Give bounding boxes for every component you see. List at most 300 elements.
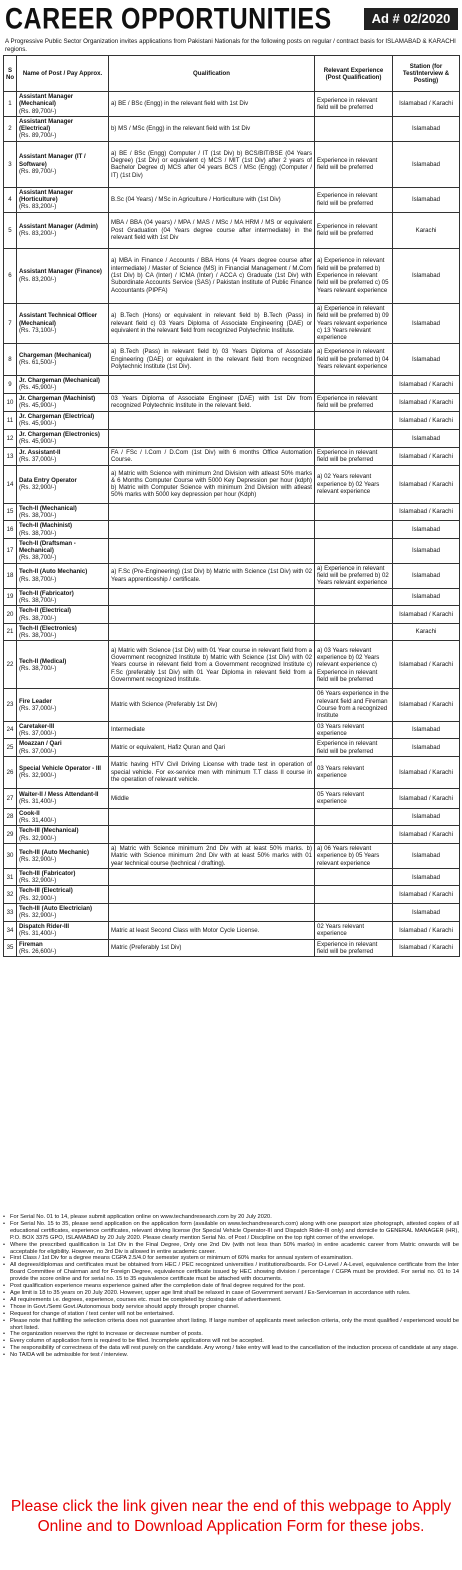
note-text: Age limit is 18 to 35 years on 20 July 2020. However, upper age limit shall be relaxed in case of Government servant / Ex-Serviceman in accordance with rules.: [10, 1289, 411, 1296]
row-qualification: [109, 606, 315, 624]
row-station: Islamabad: [393, 904, 460, 922]
post-pay: (Rs. 32,900/-): [19, 772, 57, 780]
row-post: [17, 739, 109, 757]
note-item: [3, 1345, 459, 1352]
note-item: [3, 1311, 459, 1318]
row-sno: 17: [4, 538, 17, 563]
row-experience: Experience in relevant field will be preferred: [315, 939, 393, 957]
row-qualification: a) B.Tech (Hons) or equivalent in relevant field b) B.Tech (Pass) in relevant field c) 03 Years Diploma of Associate Engineering (DAE) or equivalent in the relevant field from recognized Polytechnic Institute.: [109, 303, 315, 343]
table-row: [4, 212, 460, 248]
post-pay: (Rs. 38,700/-): [19, 664, 57, 672]
table-row: [4, 92, 460, 117]
col-qualification: Qualification: [109, 56, 315, 92]
row-experience: 05 Years relevant experience: [315, 788, 393, 808]
row-post: [17, 303, 109, 343]
row-post: [17, 756, 109, 788]
row-qualification: b) MS / MSc (Engg) in the relevant field with 1st Div: [109, 116, 315, 141]
table-row: [4, 141, 460, 187]
post-pay: (Rs. 26,600/-): [19, 947, 57, 955]
post-name: Waiter-II / Mess Attendant-II: [19, 791, 99, 798]
post-name: Tech-II (Auto Mechanic): [19, 568, 88, 576]
table-row: [4, 248, 460, 303]
bullet-icon: •: [3, 1262, 5, 1269]
row-experience: Experience in relevant field will be preferred: [315, 187, 393, 212]
row-post: [17, 248, 109, 303]
row-sno: 29: [4, 826, 17, 844]
row-qualification: [109, 429, 315, 447]
post-name: Assistant Manager (Horticulture): [19, 188, 74, 204]
row-experience: [315, 411, 393, 429]
row-station: Islamabad: [393, 248, 460, 303]
row-qualification: B.Sc (04 Years) / MSc in Agriculture / Horticulture with (1st Div): [109, 187, 315, 212]
post-name: Tech-III (Auto Electrician): [19, 905, 93, 913]
row-station: Islamabad: [393, 187, 460, 212]
post-name: Assistant Manager (Electrical): [19, 117, 74, 133]
note-text: For Serial No. 15 to 35, please send application on the application form (available on www.techandresearch.com) along with one passport size photograph, attested copies of all educational certificates, experience certificates, relevant driving license (for Special Vehicle Operator-III and Dispatch Rider-III only) and domicile to GENERAL MANAGER (HR), P.O. BOX 3375 GPO, ISLAMABAD by 20 July 2020. Please clearly mention Serial No. of Post / Discipline on the top right corner of the envelope.: [10, 1220, 459, 1241]
post-name: Dispatch Rider-III: [19, 922, 70, 930]
row-experience: 03 Years relevant experience: [315, 756, 393, 788]
table-row: [4, 538, 460, 563]
post-name: Assistant Technical Officer (Mechanical): [19, 312, 98, 327]
row-station: Islamabad / Karachi: [393, 886, 460, 904]
row-qualification: Matric having HTV Civil Driving License with trade test in operation of special vehicle. For ex-service men with minimum T.T class II course in the operation of relevant vehicle.: [109, 756, 315, 788]
post-name: Cook-II: [19, 809, 40, 817]
post-name: Tech-III (Auto Mechanic): [19, 848, 89, 856]
row-qualification: [109, 538, 315, 563]
row-experience: a) 02 Years relevant experience b) 02 Years relevant experience: [315, 465, 393, 503]
row-qualification: Middle: [109, 788, 315, 808]
row-experience: [315, 904, 393, 922]
row-experience: Experience in relevant field will be preferred: [315, 212, 393, 248]
row-sno: 28: [4, 808, 17, 826]
post-pay: (Rs. 37,000/-): [19, 705, 57, 713]
row-experience: [315, 886, 393, 904]
post-pay: (Rs. 32,900/-): [19, 484, 57, 492]
table-row: [4, 563, 460, 588]
table-row: [4, 904, 460, 922]
row-sno: 23: [4, 689, 17, 721]
bullet-icon: •: [3, 1317, 5, 1324]
row-qualification: a) BE / BSc (Engg) Computer / IT (1st Div) b) BCS/BIT/BSE (04 Years Degree) (1st Div) or equivalent c) MCS / MIT (1st Div) after 2 years of Bachelor Degree d) MCS after 04 years BCS / MSc (Engg) (Computer / IT) (1st Div): [109, 141, 315, 187]
post-name: Assistant Manager (IT / Software): [19, 153, 86, 168]
row-post: [17, 843, 109, 868]
row-qualification: Matric at least Second Class with Motor Cycle License.: [109, 921, 315, 939]
post-name: Tech-III (Mechanical): [19, 827, 79, 835]
row-sno: 19: [4, 588, 17, 606]
row-qualification: FA / FSc / I.Com / D.Com (1st Div) with 6 months Office Automation Course.: [109, 447, 315, 465]
row-post: [17, 641, 109, 689]
table-row: [4, 429, 460, 447]
row-station: Islamabad / Karachi: [393, 756, 460, 788]
table-row: [4, 756, 460, 788]
col-sno: S No: [4, 56, 17, 92]
row-station: Islamabad / Karachi: [393, 503, 460, 521]
row-post: [17, 623, 109, 641]
note-item: [3, 1242, 459, 1256]
row-station: Islamabad: [393, 808, 460, 826]
table-row: [4, 641, 460, 689]
row-post: [17, 343, 109, 375]
note-text: For Serial No. 01 to 14, please submit application online on www.techandresearch.com by 20 July 2020.: [10, 1214, 272, 1220]
post-name: Jr. Chargeman (Electrical): [19, 412, 95, 420]
post-pay: (Rs. 32,900/-): [19, 834, 57, 842]
note-item: [3, 1255, 459, 1262]
row-station: Islamabad: [393, 739, 460, 757]
row-post: [17, 503, 109, 521]
row-qualification: [109, 375, 315, 393]
post-name: Caretaker-III: [19, 722, 55, 730]
table-row: [4, 739, 460, 757]
bullet-icon: •: [3, 1241, 5, 1248]
note-text: The organization reserves the right to increase or decrease number of posts.: [10, 1331, 203, 1338]
row-post: [17, 521, 109, 539]
bullet-icon: •: [3, 1338, 5, 1345]
post-name: Jr. Assistant-II: [19, 448, 61, 456]
table-row: [4, 921, 460, 939]
post-pay: (Rs. 32,900/-): [19, 894, 57, 902]
header: [3, 2, 459, 36]
note-text: Where the prescribed qualification is 1st Div in the Final Degree, Only one 2nd Div (with not less than 50% marks) in entire academic career from Matric onwards will be acceptable for eligibility. However, no 3rd Div is allowed in entire academic career.: [10, 1241, 459, 1255]
table-row: [4, 606, 460, 624]
page-title: CAREER OPPORTUNITIES: [5, 2, 332, 36]
row-station: Karachi: [393, 623, 460, 641]
row-station: Islamabad / Karachi: [393, 411, 460, 429]
note-item: [3, 1304, 459, 1311]
note-text: Those in Govt./Semi Govt./Autonomous body service should apply through proper channel.: [10, 1303, 240, 1310]
row-station: Islamabad / Karachi: [393, 641, 460, 689]
note-text: Post qualification experience means experience gained after the completion date of final degree required for the post.: [10, 1283, 305, 1290]
table-row: [4, 868, 460, 886]
row-post: [17, 588, 109, 606]
row-station: Islamabad / Karachi: [393, 689, 460, 721]
row-post: [17, 447, 109, 465]
row-experience: [315, 503, 393, 521]
notes-list: [3, 1214, 459, 1359]
row-experience: [315, 826, 393, 844]
row-sno: 6: [4, 248, 17, 303]
row-station: Islamabad: [393, 538, 460, 563]
row-sno: 1: [4, 92, 17, 117]
bullet-icon: •: [3, 1303, 5, 1310]
table-row: [4, 521, 460, 539]
row-qualification: a) Matric with Science minimum 2nd Div with at least 50% marks. b) Matric with Science minimum 2nd Div with at least 50% marks with 01 year technical course (technical / drafting).: [109, 843, 315, 868]
table-row: [4, 843, 460, 868]
table-row: [4, 187, 460, 212]
post-pay: (Rs. 83,200/-): [19, 275, 57, 283]
note-text: Every column of application form is required to be filled. Incomplete applications will not be accepted.: [10, 1338, 264, 1345]
table-row: [4, 465, 460, 503]
post-name: Tech-II (Electrical): [19, 607, 72, 615]
row-station: Islamabad / Karachi: [393, 465, 460, 503]
post-pay: (Rs. 32,900/-): [19, 877, 57, 885]
post-pay: (Rs. 89,700/-): [19, 107, 57, 115]
row-post: [17, 808, 109, 826]
bullet-icon: •: [3, 1310, 5, 1317]
row-qualification: a) Matric with Science with minimum 2nd Division with atleast 50% marks & 6 Months Computer Course with 5000 Key Depression per hour (kdph) b) Matric with Computer Science with minimum 2nd Division with atleast 50% marks with 5000 key depression per hour (Kdph): [109, 465, 315, 503]
row-station: Islamabad: [393, 303, 460, 343]
row-sno: 5: [4, 212, 17, 248]
post-pay: (Rs. 31,400/-): [19, 817, 57, 825]
row-post: [17, 187, 109, 212]
row-sno: 9: [4, 375, 17, 393]
col-station: Station (for Test/Interview & Posting): [393, 56, 460, 92]
note-item: [3, 1214, 459, 1221]
row-post: [17, 538, 109, 563]
row-station: Islamabad / Karachi: [393, 375, 460, 393]
row-qualification: [109, 411, 315, 429]
row-station: Islamabad: [393, 343, 460, 375]
row-sno: 16: [4, 521, 17, 539]
row-post: [17, 411, 109, 429]
row-sno: 15: [4, 503, 17, 521]
row-experience: a) Experience in relevant field will be preferred b) 02 Years relevant experience: [315, 563, 393, 588]
row-experience: Experience in relevant field will be preferred: [315, 141, 393, 187]
post-pay: (Rs. 38,700/-): [19, 554, 57, 562]
row-qualification: a) B.Tech (Pass) in relevant field b) 03 Years Diploma of Associate Engineering (DAE) or equivalent in the relevant field from recognized Polytechnic Institute (1st Div).: [109, 343, 315, 375]
row-experience: Experience in relevant field will be preferred: [315, 739, 393, 757]
post-name: Tech-II (Fabricator): [19, 589, 74, 597]
table-row: [4, 826, 460, 844]
row-sno: 31: [4, 868, 17, 886]
row-post: [17, 116, 109, 141]
row-sno: 7: [4, 303, 17, 343]
row-post: [17, 563, 109, 588]
post-pay: (Rs. 31,400/-): [19, 798, 57, 806]
row-experience: Experience in relevant field will be preferred: [315, 92, 393, 117]
table-row: [4, 689, 460, 721]
bullet-icon: •: [3, 1255, 5, 1262]
note-item: [3, 1283, 459, 1290]
row-sno: 30: [4, 843, 17, 868]
post-name: Jr. Chargeman (Electronics): [19, 430, 100, 438]
jobs-table: [3, 55, 460, 957]
apply-instruction: Please click the link given near the end of this webpage to Apply Online and to Download Application Form for these jobs.: [10, 1498, 452, 1535]
row-experience: a) Experience in relevant field will be preferred b) Experience in relevant field will be preferred c) 05 Years relevant experience: [315, 248, 393, 303]
row-post: [17, 606, 109, 624]
post-name: Assistant Manager (Finance): [19, 268, 102, 276]
row-sno: 18: [4, 563, 17, 588]
row-post: [17, 886, 109, 904]
row-experience: a) Experience in relevant field will be preferred b) 09 Years relevant experience c) 13 Years relevant experience: [315, 303, 393, 343]
row-sno: 12: [4, 429, 17, 447]
col-experience: Relevant Experience (Post Qualification): [315, 56, 393, 92]
row-post: [17, 465, 109, 503]
bullet-icon: •: [3, 1220, 5, 1227]
note-text: First Class / 1st Div for a degree means CGPA 2.5/4.0 for semester system or minimum of 60% marks for annual system of examination.: [10, 1255, 353, 1262]
row-qualification: Matric (Preferably 1st Div): [109, 939, 315, 957]
row-experience: 06 Years experience in the relevant field and Fireman Course from a recognized Institute: [315, 689, 393, 721]
row-experience: a) 03 Years relevant experience b) 02 Years relevant experience c) Experience in relevant field will be preferred: [315, 641, 393, 689]
bullet-icon: •: [3, 1345, 5, 1352]
row-qualification: [109, 826, 315, 844]
post-name: Assistant Manager (Admin): [19, 222, 98, 230]
post-pay: (Rs. 38,700/-): [19, 529, 57, 537]
post-name: Chargeman (Mechanical): [19, 351, 92, 359]
post-pay: (Rs. 45,900/-): [19, 402, 57, 410]
note-item: [3, 1221, 459, 1242]
row-experience: [315, 521, 393, 539]
row-experience: Experience in relevant field will be preferred: [315, 393, 393, 411]
note-text: All requirements i.e. degrees, experience, courses etc. must be completed by closing date of advertisement.: [10, 1296, 282, 1303]
row-qualification: a) MBA in Finance / Accounts / BBA Hons (4 Years degree course after intermediate) / Master of Science (MS) in Financial Management / M.Com (1st Div) b) CA (Inter) / ICMA (Inter) / ACCA c) Graduate (1st Div) with Subordinate Accounts Service (SAS) / Pakistan Institute of Public Finance Accountants (PIPFA): [109, 248, 315, 303]
row-qualification: a) F.Sc (Pre-Engineering) (1st Div) b) Matric with Science (1st Div) with 02 Years apprenticeship / certificate.: [109, 563, 315, 588]
post-name: Tech-II (Electronics): [19, 624, 77, 632]
row-station: Islamabad: [393, 141, 460, 187]
row-post: [17, 868, 109, 886]
row-experience: 02 Years relevant experience: [315, 921, 393, 939]
row-station: Islamabad / Karachi: [393, 92, 460, 117]
post-name: Jr. Chargeman (Mechanical): [19, 376, 100, 384]
row-experience: [315, 623, 393, 641]
post-name: Data Entry Operator: [19, 476, 77, 484]
post-pay: (Rs. 38,700/-): [19, 596, 57, 604]
note-item: [3, 1318, 459, 1332]
post-pay: (Rs. 61,500/-): [19, 359, 57, 367]
table-row: [4, 886, 460, 904]
ad-number-badge: Ad # 02/2020: [364, 8, 458, 30]
table-row: [4, 808, 460, 826]
row-post: [17, 212, 109, 248]
post-pay: (Rs. 32,900/-): [19, 912, 57, 920]
post-pay: (Rs. 38,700/-): [19, 632, 57, 640]
table-row: [4, 623, 460, 641]
post-name: Tech-II (Mechanical): [19, 504, 77, 512]
row-experience: a) 06 Years relevant experience b) 05 Years relevant experience: [315, 843, 393, 868]
note-item: [3, 1352, 459, 1359]
row-qualification: Intermediate: [109, 721, 315, 739]
row-station: Islamabad / Karachi: [393, 393, 460, 411]
row-station: Islamabad: [393, 588, 460, 606]
post-pay: (Rs. 37,000/-): [19, 747, 57, 755]
row-station: Islamabad: [393, 521, 460, 539]
row-sno: 24: [4, 721, 17, 739]
row-station: Islamabad / Karachi: [393, 447, 460, 465]
jobs-table-body: [4, 92, 460, 957]
row-qualification: [109, 588, 315, 606]
post-name: Assistant Manager (Mechanical): [19, 93, 74, 108]
row-sno: 11: [4, 411, 17, 429]
post-pay: (Rs. 83,200/-): [19, 203, 57, 211]
row-station: Islamabad: [393, 563, 460, 588]
note-text: All degrees/diplomas and certificates must be obtained from HEC / PEC recognized universities / institutions/boards. For O-Level / A-Level, equivalence certificate from the Inter Board Committee of Chairman and for Foreign Degree, equivalence certificate issued by HEC showing division / percentage / CGPA must be provided. For serial no. 01 to 14 provide the score online and for serial no. 15 to 35 equivalence certificate must be attached with documents.: [10, 1262, 459, 1283]
row-experience: [315, 868, 393, 886]
row-station: Islamabad: [393, 429, 460, 447]
post-name: Moazzan / Qari: [19, 740, 62, 748]
row-qualification: [109, 521, 315, 539]
row-sno: 2: [4, 116, 17, 141]
row-station: Islamabad / Karachi: [393, 606, 460, 624]
row-sno: 14: [4, 465, 17, 503]
post-pay: (Rs. 38,700/-): [19, 511, 57, 519]
row-sno: 27: [4, 788, 17, 808]
post-name: Tech-II (Medical): [19, 657, 67, 665]
table-row: [4, 303, 460, 343]
row-qualification: MBA / BBA (04 years) / MPA / MAS / MSc / MA HRM / MS or equivalent Post Graduation (04 Years degree course after intermediate) in the relevant field with 1st Div: [109, 212, 315, 248]
post-pay: (Rs. 31,400/-): [19, 930, 57, 938]
row-station: Karachi: [393, 212, 460, 248]
row-experience: [315, 116, 393, 141]
row-sno: 21: [4, 623, 17, 641]
note-item: [3, 1331, 459, 1338]
intro-text: A Progressive Public Sector Organization invites applications from Pakistani Nationals for the following posts on regular / contract basis for ISLAMABAD & KARACHI regions.: [5, 38, 456, 53]
row-experience: Experience in relevant field will be preferred: [315, 447, 393, 465]
table-row: [4, 116, 460, 141]
bullet-icon: •: [3, 1283, 5, 1290]
note-text: Request for change of station / test center will not be entertained.: [10, 1310, 175, 1317]
row-sno: 35: [4, 939, 17, 957]
row-station: Islamabad / Karachi: [393, 826, 460, 844]
table-row: [4, 939, 460, 957]
row-post: [17, 788, 109, 808]
row-post: [17, 92, 109, 117]
table-row: [4, 588, 460, 606]
post-pay: (Rs. 45,900/-): [19, 420, 57, 428]
row-post: [17, 141, 109, 187]
row-post: [17, 721, 109, 739]
bullet-icon: •: [3, 1289, 5, 1296]
table-row: [4, 447, 460, 465]
row-post: [17, 826, 109, 844]
row-qualification: [109, 904, 315, 922]
row-experience: 03 Years relevant experience: [315, 721, 393, 739]
post-pay: (Rs. 89,700/-): [19, 132, 57, 140]
row-experience: [315, 375, 393, 393]
row-qualification: a) BE / BSc (Engg) in the relevant field with 1st Div: [109, 92, 315, 117]
row-station: Islamabad / Karachi: [393, 939, 460, 957]
row-station: Islamabad: [393, 116, 460, 141]
row-qualification: a) Matric with Science (1st Div) with 01 Year course in relevant field from a Government recognized Institute b) Matric with Science (1st Div) with 02 Years course in relevant field from a Government recognized Institute c) F.Sc (preferably 1st Div) with 01 Year Diploma in relevant field from a Government recognized Institute.: [109, 641, 315, 689]
table-row: [4, 503, 460, 521]
row-experience: [315, 808, 393, 826]
row-sno: 8: [4, 343, 17, 375]
row-qualification: [109, 886, 315, 904]
post-pay: (Rs. 32,900/-): [19, 855, 57, 863]
post-name: Fire Leader: [19, 697, 52, 705]
row-experience: [315, 429, 393, 447]
post-pay: (Rs. 38,700/-): [19, 575, 57, 583]
row-sno: 34: [4, 921, 17, 939]
table-header-row: [4, 56, 460, 92]
row-station: Islamabad / Karachi: [393, 788, 460, 808]
note-item: [3, 1262, 459, 1283]
row-qualification: Matric with Science (Preferably 1st Div): [109, 689, 315, 721]
post-pay: (Rs. 45,900/-): [19, 384, 57, 392]
bullet-icon: •: [3, 1296, 5, 1303]
row-experience: [315, 588, 393, 606]
row-qualification: Matric or equivalent, Hafiz Quran and Qari: [109, 739, 315, 757]
row-station: Islamabad: [393, 721, 460, 739]
table-row: [4, 721, 460, 739]
row-sno: 33: [4, 904, 17, 922]
post-name: Tech-II (Draftsman - Mechanical): [19, 539, 76, 555]
bullet-icon: •: [3, 1331, 5, 1338]
row-sno: 3: [4, 141, 17, 187]
note-text: No TA/DA will be admissible for test / interview.: [10, 1352, 129, 1359]
row-sno: 20: [4, 606, 17, 624]
post-name: Special Vehicle Operator - III: [19, 765, 101, 772]
bullet-icon: •: [3, 1214, 5, 1220]
post-pay: (Rs. 37,000/-): [19, 729, 57, 737]
post-name: Tech-II (Machinist): [19, 522, 73, 530]
post-pay: (Rs. 38,700/-): [19, 614, 57, 622]
post-name: Jr. Chargeman (Machinist): [19, 394, 96, 402]
row-sno: 10: [4, 393, 17, 411]
post-pay: (Rs. 73,100/-): [19, 326, 57, 334]
row-qualification: [109, 503, 315, 521]
table-row: [4, 393, 460, 411]
table-row: [4, 788, 460, 808]
row-post: [17, 939, 109, 957]
